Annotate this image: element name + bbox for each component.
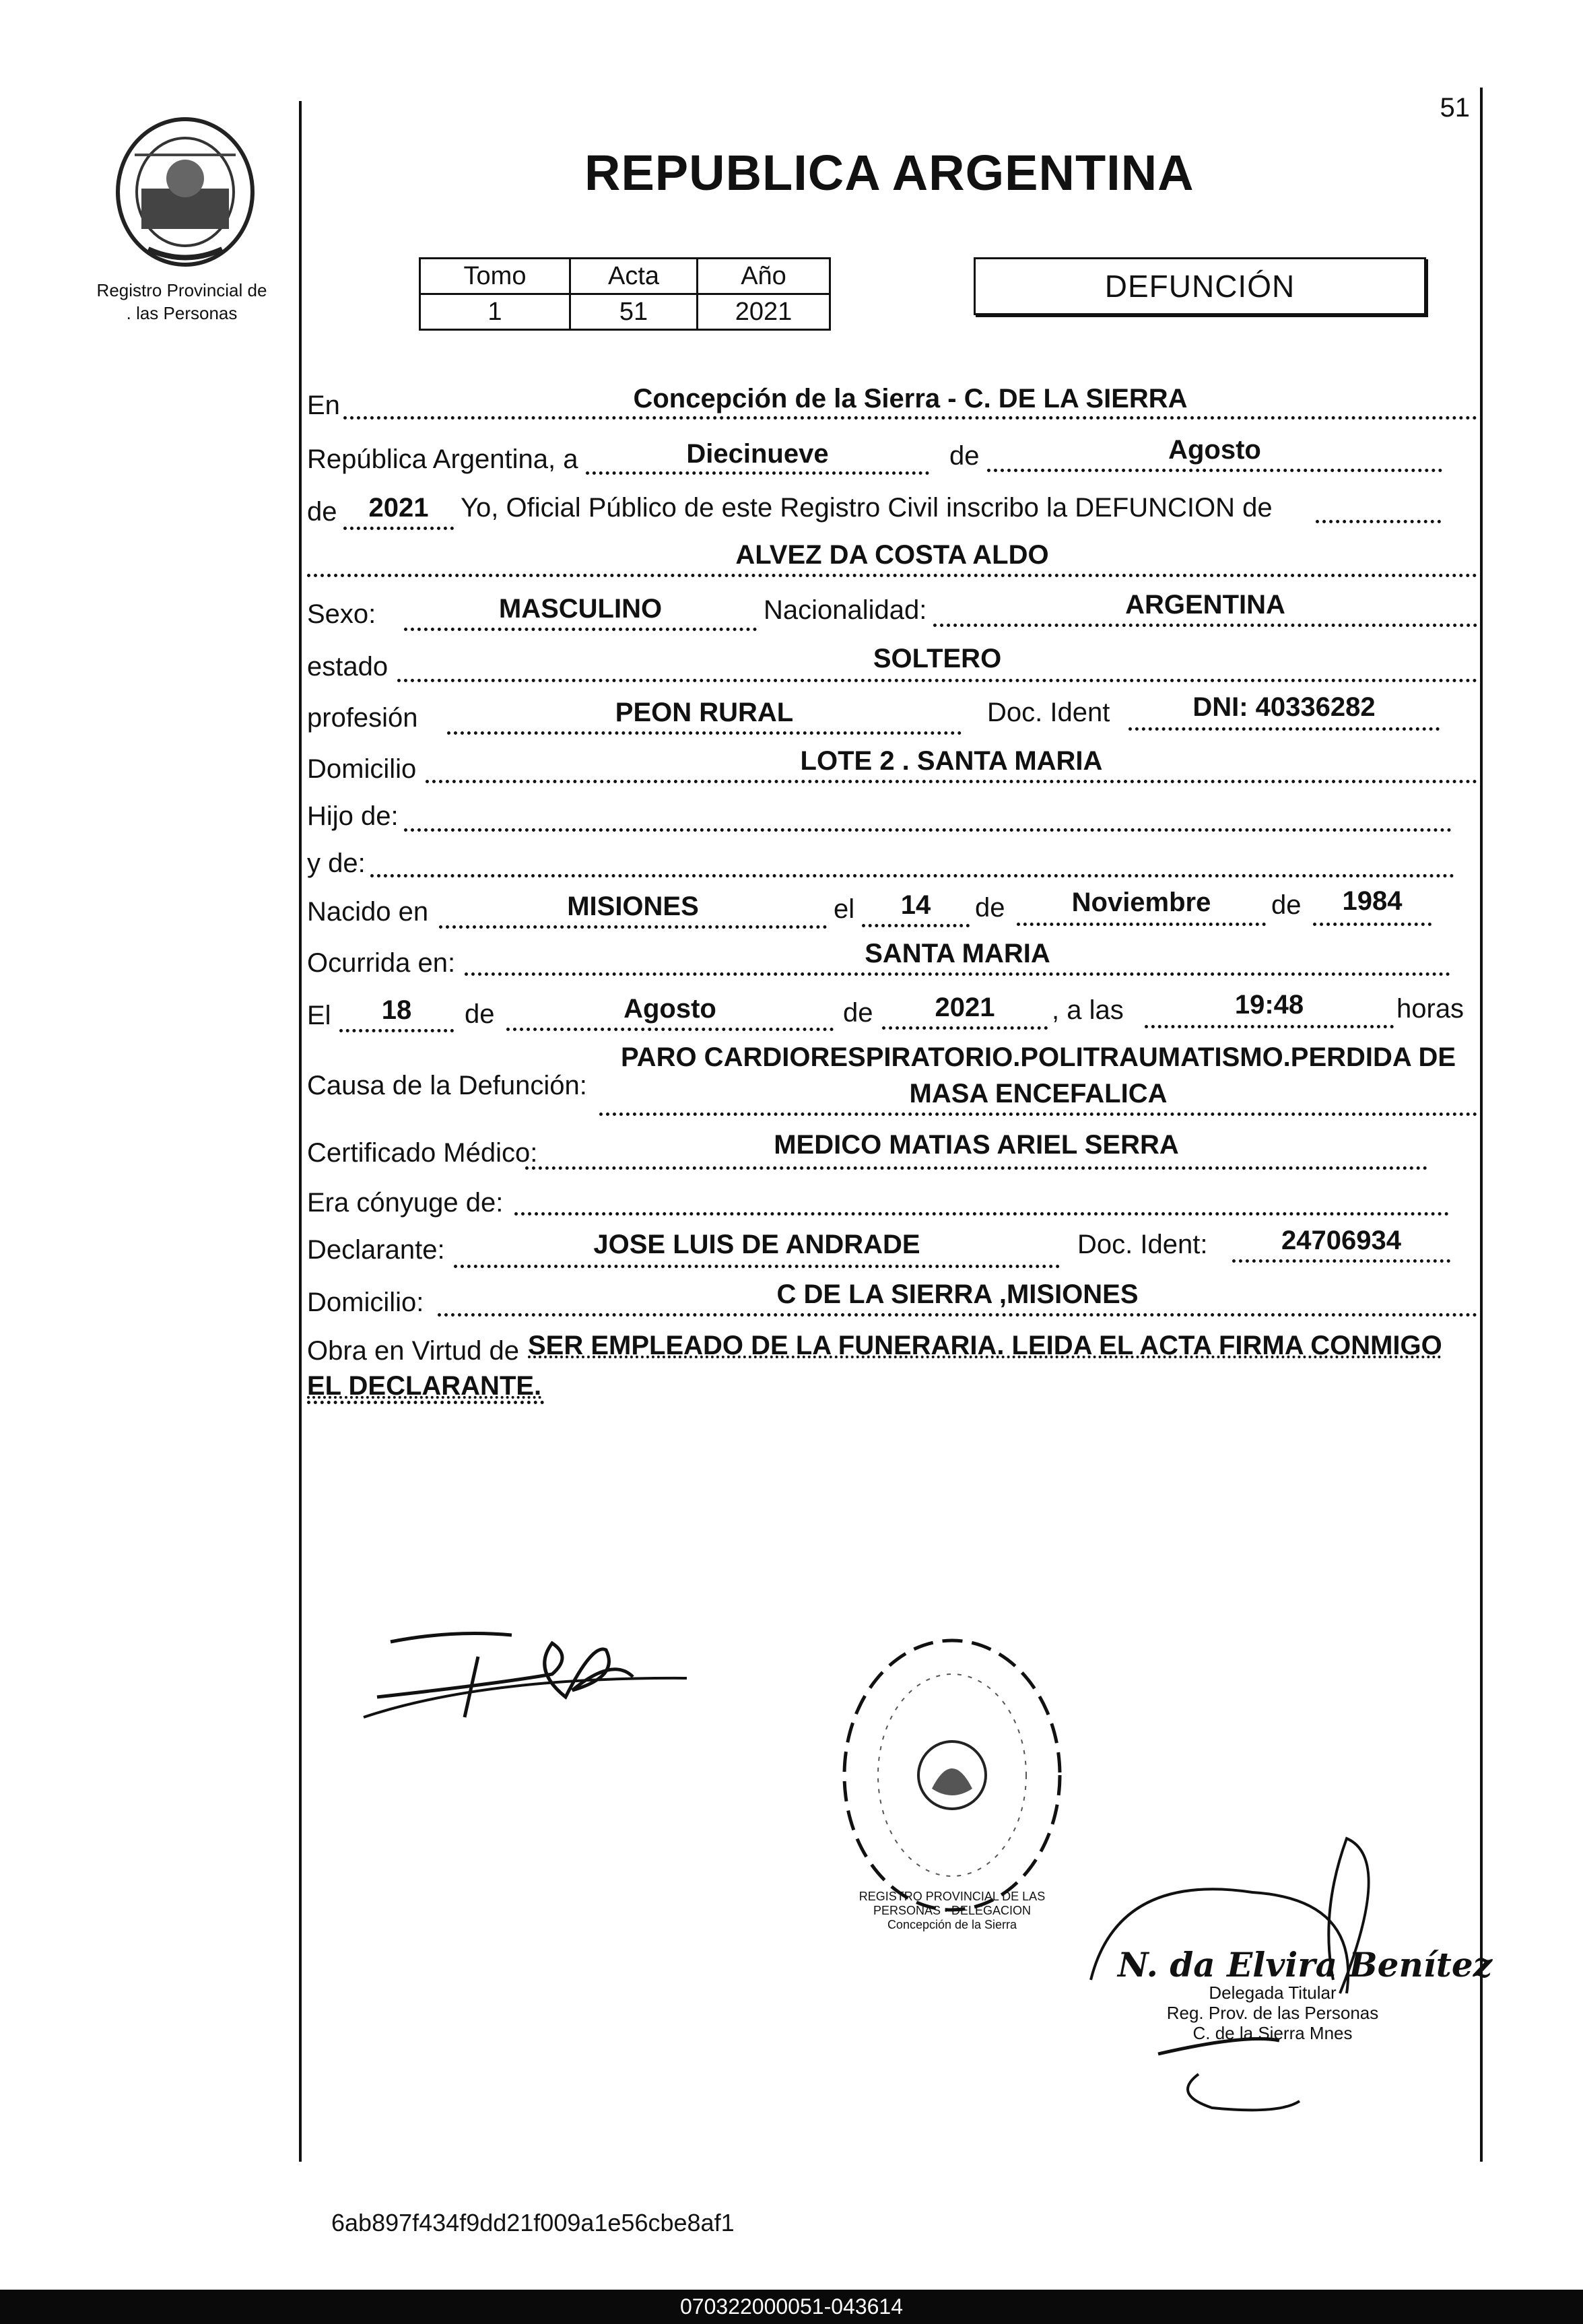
left-margin-line: [299, 101, 302, 2162]
stamp-border: [838, 1634, 1067, 1917]
field-domicilio-declarante: C DE LA SIERRA ,MISIONES: [776, 1280, 1139, 1309]
label-doc-ident: Doc. Ident: [987, 698, 1110, 727]
signer-title: [1118, 1983, 1427, 2043]
field-nacido-en: MISIONES: [567, 892, 699, 921]
label-domicilio: Domicilio: [307, 754, 417, 784]
field-obra-2: EL DECLARANTE.: [307, 1371, 542, 1401]
dotted-line: [586, 471, 929, 475]
field-dia: Diecinueve: [686, 439, 829, 469]
dotted-line: [599, 1113, 1477, 1116]
dotted-line: [987, 469, 1442, 472]
right-margin-line: [1480, 88, 1483, 2162]
document-hash: 6ab897f434f9dd21f009a1e56cbe8af1: [331, 2209, 735, 2236]
field-lugar: Concepción de la Sierra - C. DE LA SIERRA: [633, 384, 1188, 413]
label-de-anio: de: [307, 497, 337, 527]
label-estado: estado: [307, 652, 389, 682]
label-hijo-de: Hijo de:: [307, 801, 399, 831]
field-obra-1: SER EMPLEADO DE LA FUNERARIA. LEIDA EL ACTA FIRMA CONMIGO: [528, 1331, 1442, 1360]
label-causa: Causa de la Defunción:: [307, 1071, 587, 1100]
document-type-box: DEFUNCIÓN: [974, 257, 1426, 315]
label-sexo: Sexo:: [307, 599, 376, 629]
field-fall-dia: 18: [381, 995, 412, 1025]
field-hora: 19:48: [1234, 990, 1304, 1020]
registry-line-2: . las Personas: [126, 303, 238, 323]
label-el-fecha: El: [307, 1001, 331, 1030]
dotted-line: [862, 924, 970, 927]
dotted-line: [1017, 923, 1266, 926]
label-de-nac: de: [975, 893, 1005, 923]
dotted-line: [525, 1166, 1427, 1170]
field-nac-mes: Noviembre: [1071, 888, 1211, 917]
header-tomo: Tomo: [420, 259, 570, 294]
field-mes: Agosto: [1168, 435, 1261, 465]
official-signature: N. da Elvira Benítez: [1118, 1945, 1493, 1985]
dotted-line: [439, 925, 827, 929]
label-nacionalidad: Nacionalidad:: [764, 595, 927, 625]
field-nac-dia: 14: [900, 890, 931, 920]
page-number: 51: [1440, 93, 1470, 123]
label-y-de: y de:: [307, 849, 366, 878]
field-certificado: MEDICO MATIAS ARIEL SERRA: [774, 1130, 1179, 1160]
dotted-line: [1129, 727, 1440, 731]
field-causa-2: MASA ENCEFALICA: [909, 1079, 1168, 1108]
label-ocurrida-en: Ocurrida en:: [307, 948, 456, 978]
stamp-text: REGISTRO PROVINCIAL DE LAS PERSONAS · DELEGACION Concepción de la Sierra: [858, 1890, 1046, 1931]
dotted-line: [465, 972, 1450, 976]
field-causa-1: PARO CARDIORESPIRATORIO.POLITRAUMATISMO.PERDIDA DE: [620, 1042, 1456, 1072]
label-domicilio-2: Domicilio:: [307, 1288, 424, 1317]
field-doc-declarante: 24706934: [1281, 1226, 1401, 1255]
registry-stamp: [838, 1634, 1067, 1931]
field-nac-anio: 1984: [1342, 886, 1403, 916]
record-table-row: [420, 294, 830, 330]
label-certificado: Certificado Médico:: [307, 1138, 538, 1168]
header-acta: Acta: [570, 259, 698, 294]
label-obra: Obra en Virtud de: [307, 1336, 520, 1366]
label-horas: horas: [1396, 994, 1464, 1024]
label-de-fall-anio: de: [843, 998, 873, 1028]
label-de-nac-anio: de: [1271, 890, 1302, 920]
header-anio: Año: [698, 259, 830, 294]
label-republica: República Argentina, a: [307, 444, 578, 474]
dotted-line: [343, 527, 454, 530]
dotted-line: [1145, 1025, 1394, 1028]
dotted-line: [506, 1028, 834, 1031]
province-seal-logo: [114, 114, 256, 269]
dotted-line: [307, 1401, 544, 1404]
label-a-las: , a las: [1052, 995, 1124, 1025]
dotted-line: [404, 828, 1452, 832]
field-sexo: MASCULINO: [498, 594, 663, 624]
dotted-line: [404, 628, 757, 631]
dotted-line: [1313, 923, 1432, 926]
field-nombre: ALVEZ DA COSTA ALDO: [735, 540, 1049, 570]
label-doc-ident-2: Doc. Ident:: [1077, 1230, 1208, 1259]
dotted-line: [397, 679, 1477, 682]
dotted-line: [307, 574, 1477, 577]
signer-line-1: Delegada Titular: [1209, 1983, 1337, 2003]
label-profesion: profesión: [307, 703, 418, 733]
label-en: En: [307, 391, 340, 420]
field-ocurrida: SANTA MARIA: [865, 939, 1050, 968]
footer-code-bar: 070322000051-043614: [0, 2290, 1583, 2324]
dotted-line: [882, 1026, 1048, 1030]
label-de: de: [949, 441, 980, 471]
dotted-line: [370, 874, 1454, 877]
value-tomo: 1: [420, 294, 570, 330]
signer-line-3: C. de la Sierra Mnes: [1192, 2023, 1353, 2043]
field-fall-mes: Agosto: [624, 994, 716, 1024]
field-profesion: PEON RURAL: [615, 698, 794, 727]
dotted-line: [438, 1313, 1477, 1317]
registry-line-1: Registro Provincial de: [96, 280, 267, 300]
label-declarante: Declarante:: [307, 1235, 445, 1265]
field-anio: 2021: [368, 493, 429, 523]
declarant-signature: [350, 1616, 700, 1737]
dotted-line: [454, 1265, 1060, 1268]
page-title: REPUBLICA ARGENTINA: [584, 145, 1194, 201]
label-el: el: [834, 894, 855, 924]
value-acta: 51: [570, 294, 698, 330]
dotted-line: [933, 624, 1477, 627]
dotted-line: [514, 1212, 1449, 1216]
label-nacido-en: Nacido en: [307, 897, 429, 927]
record-table-header: [420, 259, 830, 294]
dotted-line: [447, 731, 962, 735]
field-domicilio: LOTE 2 . SANTA MARIA: [800, 746, 1103, 776]
dotted-line: [1232, 1259, 1450, 1263]
dotted-line: [339, 1029, 454, 1032]
dotted-line: [1316, 520, 1441, 523]
field-doc: DNI: 40336282: [1192, 692, 1376, 722]
signer-line-2: Reg. Prov. de las Personas: [1166, 2003, 1379, 2023]
dotted-line: [343, 416, 1477, 420]
label-conyuge: Era cónyuge de:: [307, 1188, 504, 1218]
record-table: [419, 257, 831, 331]
value-anio: 2021: [698, 294, 830, 330]
dotted-line: [426, 780, 1477, 783]
field-fall-anio: 2021: [935, 993, 995, 1022]
label-oficial: Yo, Oficial Público de este Registro Civil inscribo la DEFUNCION de: [461, 493, 1273, 523]
label-de-fall: de: [465, 999, 495, 1029]
field-nacionalidad: ARGENTINA: [1125, 590, 1285, 620]
field-declarante: JOSE LUIS DE ANDRADE: [593, 1230, 920, 1259]
field-estado: SOLTERO: [873, 644, 1002, 673]
registry-name: [81, 279, 283, 325]
